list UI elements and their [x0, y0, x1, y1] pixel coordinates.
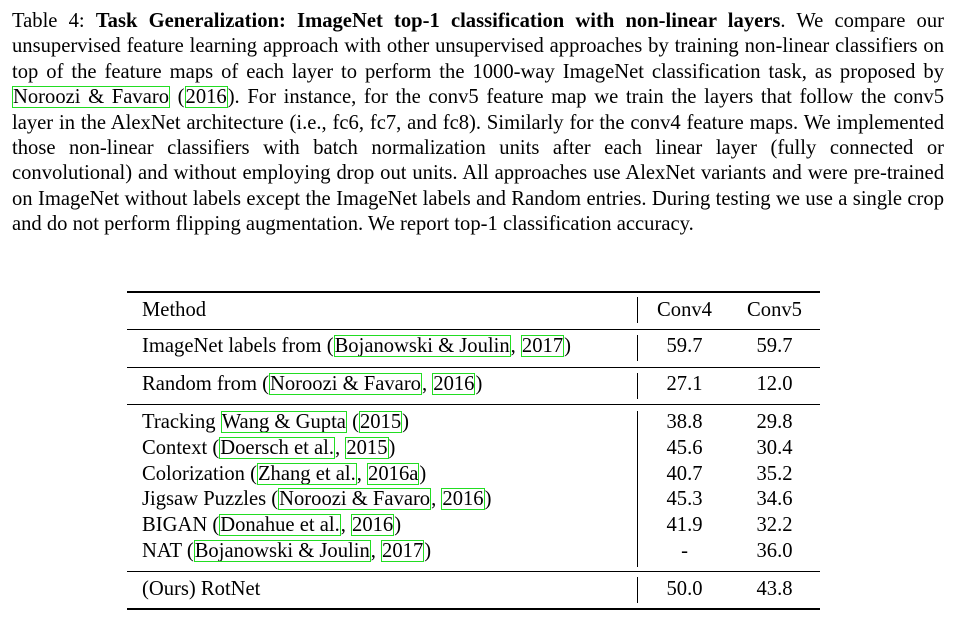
header-conv5: Conv5: [747, 299, 802, 321]
caption-label: Table 4:: [12, 10, 85, 32]
conv5-value: 36.0: [756, 540, 793, 562]
method-name: BIGAN (: [142, 514, 220, 536]
method-cell: [142, 411, 409, 434]
conv4-value: 27.1: [666, 373, 703, 395]
table-row: [127, 514, 820, 539]
conv5-value: 43.8: [756, 578, 793, 600]
citation-sep: ,: [335, 437, 346, 459]
citation-link[interactable]: Donahue et al.: [220, 514, 340, 536]
table-header-row: [127, 299, 820, 324]
method-cell: [142, 437, 395, 460]
method-name: ImageNet labels from (: [142, 335, 334, 357]
citation-year-link[interactable]: 2016: [433, 373, 475, 395]
citation-sep: (: [346, 411, 359, 433]
conv4-value: 59.7: [666, 335, 703, 357]
citation-close: ): [564, 335, 571, 357]
caption-title: Task Generalization: ImageNet top-1 classification with non-linear layers: [95, 10, 781, 32]
citation-year-link[interactable]: 2015: [346, 437, 388, 459]
column-divider: [637, 411, 638, 567]
column-divider: [637, 577, 638, 603]
conv5-value: 29.8: [756, 411, 793, 433]
table-top-rule: [127, 291, 820, 293]
table-row: [127, 411, 820, 436]
conv5-value: 35.2: [756, 463, 793, 485]
table-row: [127, 437, 820, 462]
citation-sep: ,: [356, 463, 368, 485]
citation-year-link[interactable]: 2016: [352, 514, 394, 536]
citation-close: ): [475, 373, 483, 395]
citation-sep: ,: [431, 488, 442, 510]
citation-close: ): [394, 514, 402, 536]
conv5-value: 32.2: [756, 514, 793, 536]
citation-link[interactable]: Bojanowski & Joulin: [194, 540, 370, 562]
citation-sep: ,: [510, 335, 521, 357]
table-row: [127, 335, 820, 360]
conv5-value: 12.0: [756, 373, 793, 395]
column-divider: [637, 335, 638, 361]
method-name: NAT (: [142, 540, 194, 562]
conv4-value: 41.9: [666, 514, 703, 536]
conv4-value: 50.0: [666, 578, 703, 600]
conv4-value: 45.3: [666, 488, 703, 510]
citation-sep: ,: [370, 540, 382, 562]
method-cell: [142, 335, 571, 358]
section-rule: [127, 367, 820, 368]
citation-close: ): [388, 437, 396, 459]
citation-close: ): [419, 463, 427, 485]
column-divider: [637, 373, 638, 399]
method-name: Tracking: [142, 411, 221, 433]
table-row: [127, 578, 820, 603]
citation-year-link[interactable]: 2017: [521, 335, 564, 357]
citation-link[interactable]: Noroozi & Favaro: [13, 86, 169, 109]
method-cell: [142, 373, 482, 396]
citation-link[interactable]: Wang & Gupta: [221, 411, 346, 433]
citation-year-link[interactable]: 2016: [442, 488, 484, 510]
caption-text-b: ). For instance, for the conv5 feature map we train the layers that follow the conv5 layer in the AlexNet architecture (i.e., fc6, fc7, and fc8). Similarly for the conv4 feature maps. We implemented those non-linear classifiers with batch normalization units after each linear layer (fully connected or convolutional) and without employing drop out units. All approaches use AlexNet variants and were pre-trained on ImageNet without labels except the ImageNet labels and Random entries. During testing we use a single crop and do not perform flipping augmentation. We report top-1 classification accuracy.: [12, 86, 945, 236]
table-row: [127, 540, 820, 565]
conv4-value: -: [681, 540, 688, 562]
citation-link[interactable]: Doersch et al.: [220, 437, 335, 459]
section-rule: [127, 571, 820, 572]
conv4-value: 38.8: [666, 411, 703, 433]
section-rule: [127, 404, 820, 405]
citation-sep: ,: [421, 373, 433, 395]
header-conv4: Conv4: [657, 299, 712, 321]
conv5-value: 59.7: [756, 335, 793, 357]
citation-year-link[interactable]: 2017: [382, 540, 424, 562]
citation-link[interactable]: Bojanowski & Joulin: [334, 335, 510, 357]
header-method: Method: [142, 299, 207, 321]
method-cell: [142, 514, 401, 537]
caption-sep: (: [170, 86, 185, 109]
table-row: [127, 373, 820, 398]
method-cell: [142, 488, 491, 511]
conv4-value: 40.7: [666, 463, 703, 485]
table-caption: [12, 9, 944, 238]
header-rule: [127, 329, 820, 330]
method-name: Colorization (: [142, 463, 257, 485]
method-name: Context (: [142, 437, 220, 459]
citation-link[interactable]: Zhang et al.: [257, 463, 356, 485]
caption-text-a: . We compare our unsupervised feature learning approach with other unsupervised approaches by training non-linear classifiers on top of the feature maps of each layer to perform the 1000-way ImageNet classification task, as proposed by: [12, 10, 944, 83]
method-cell: [142, 463, 426, 486]
column-divider: [637, 297, 638, 323]
method-name: (Ours) RotNet: [142, 578, 261, 600]
citation-link[interactable]: Noroozi & Favaro: [279, 488, 431, 510]
method-name: Jigsaw Puzzles (: [142, 488, 279, 510]
conv5-value: 34.6: [756, 488, 793, 510]
table-bottom-rule: [127, 608, 820, 610]
citation-sep: ,: [340, 514, 352, 536]
citation-close: ): [484, 488, 492, 510]
citation-year-link[interactable]: 2016: [185, 86, 227, 109]
table-row: [127, 488, 820, 513]
citation-year-link[interactable]: 2016a: [368, 463, 419, 485]
method-cell: [142, 540, 431, 563]
citation-close: ): [402, 411, 409, 433]
method-cell: [142, 578, 260, 601]
citation-link[interactable]: Noroozi & Favaro: [269, 373, 421, 395]
conv5-value: 30.4: [756, 437, 793, 459]
method-name: Random from (: [142, 373, 269, 395]
table-row: [127, 463, 820, 488]
citation-year-link[interactable]: 2015: [359, 411, 402, 433]
conv4-value: 45.6: [666, 437, 703, 459]
citation-close: ): [424, 540, 432, 562]
